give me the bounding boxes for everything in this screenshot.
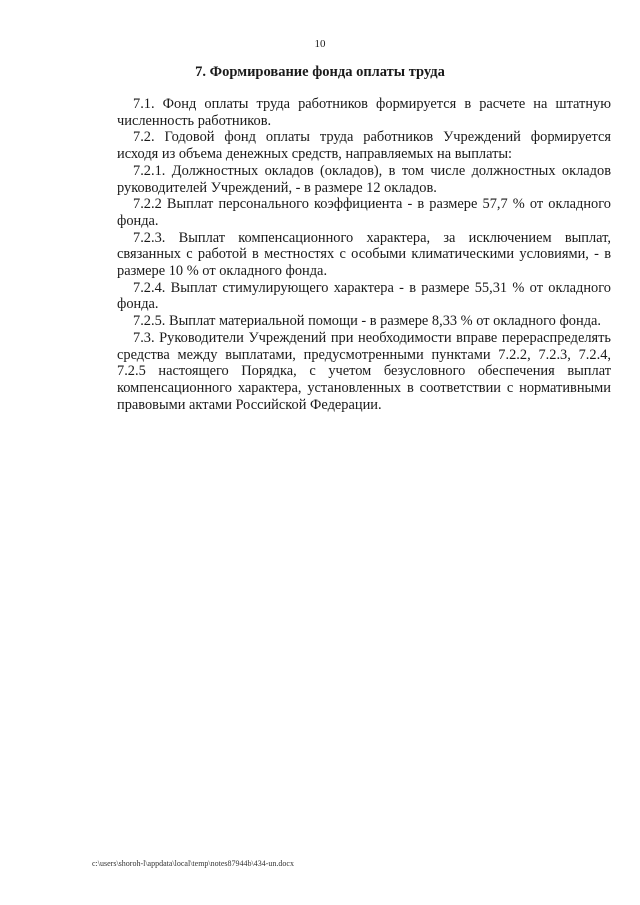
footer-file-path: c:\users\shoroh-l\appdata\local\temp\notes87944b\434-un.docx — [92, 859, 294, 868]
paragraph-7-2-3: 7.2.3. Выплат компенсационного характера, за исключением выплат, связанных с работой в местностях с особыми климатическими условиями, - в размере 10 % от окладного фонда. — [117, 229, 611, 280]
section-title: 7. Формирование фонда оплаты труда — [195, 64, 445, 80]
paragraph-7-1: 7.1. Фонд оплаты труда работников формируется в расчете на штатную численность работников. — [117, 96, 611, 129]
paragraph-7-2-4: 7.2.4. Выплат стимулирующего характера - в размере 55,31 % от окладного фонда. — [117, 279, 611, 313]
paragraph-7-2-1: 7.2.1. Должностных окладов (окладов), в том числе должностных окладов руководителей Учреждений, - в размере 12 окладов. — [117, 162, 611, 196]
paragraph-7-2-2: 7.2.2 Выплат персонального коэффициента - в размере 57,7 % от окладного фонда. — [117, 196, 611, 229]
section-body — [117, 96, 611, 413]
page-number: 10 — [314, 38, 326, 50]
paragraph-7-2: 7.2. Годовой фонд оплаты труда работников Учреждений формируется исходя из объема денежных средств, направляемых на выплаты: — [117, 129, 611, 163]
paragraph-7-3: 7.3. Руководители Учреждений при необходимости вправе перераспределять средства между выплатами, предусмотренными пунктами 7.2.2, 7.2.3, 7.2.4, 7.2.5 настоящего Порядка, с учетом безусловного обеспечения выплат компенсационного характера, установленных в соответствии с нормативными правовыми актами Российской Федерации. — [117, 329, 611, 413]
paragraph-7-2-5: 7.2.5. Выплат материальной помощи - в размере 8,33 % от окладного фонда. — [133, 313, 601, 330]
